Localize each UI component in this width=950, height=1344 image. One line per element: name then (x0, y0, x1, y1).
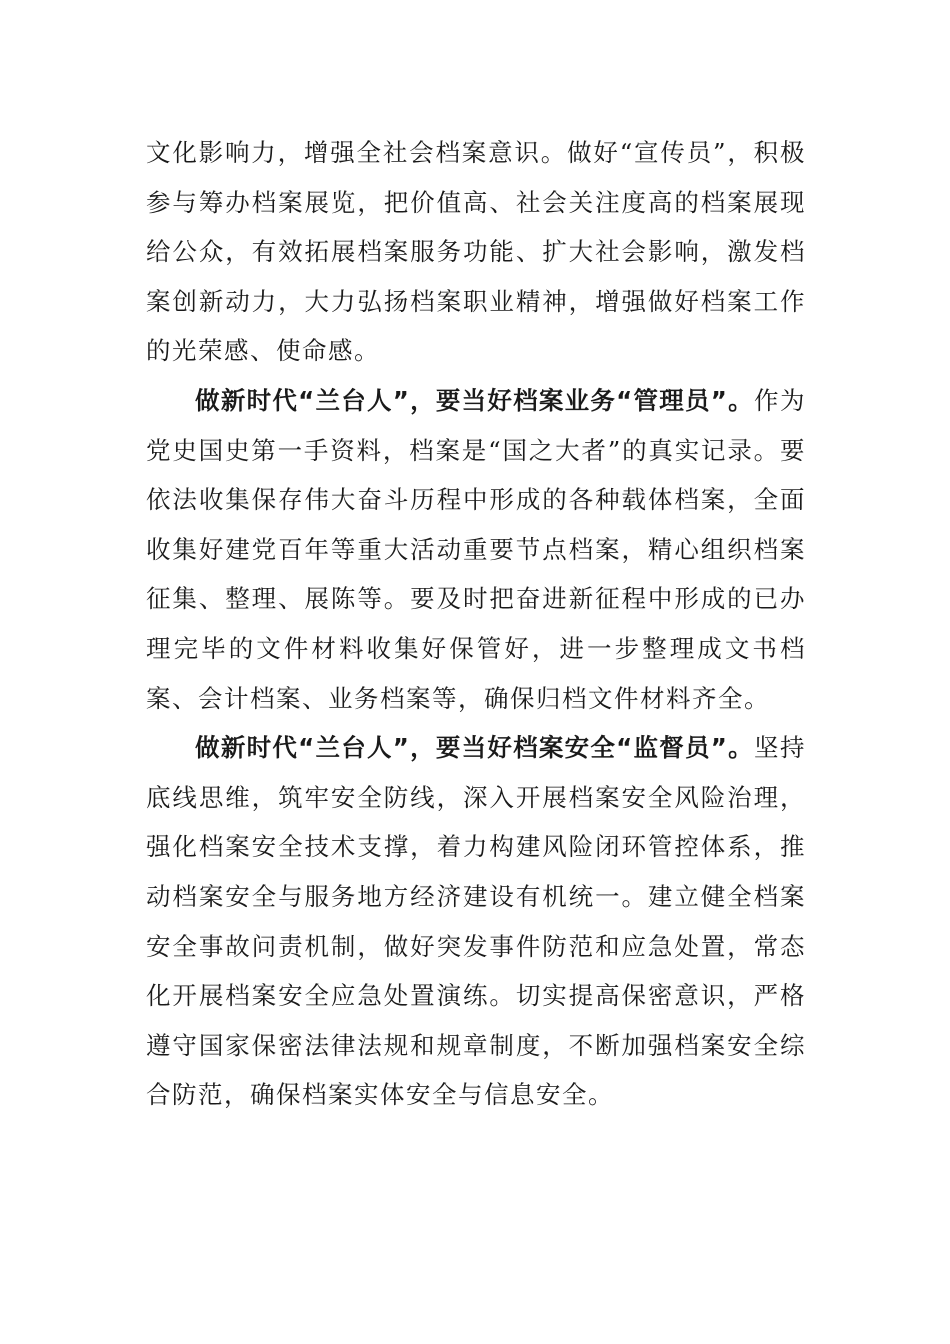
document-body (146, 128, 806, 1120)
paragraph-text: 文化影响力，增强全社会档案意识。做好“宣传员”，积极参与筹办档案展览，把价值高、社会关注度高的档案展现给公众，有效拓展档案服务功能、扩大社会影响，激发档案创新动力，大力弘扬档案职业精神，增强做好档案工作的光荣感、使命感。 (146, 138, 806, 366)
paragraph-heading: 做新时代“兰台人”，要当好档案安全“监督员”。 (195, 733, 754, 763)
paragraph-continuation (146, 128, 806, 376)
paragraph-archive-manager (146, 376, 806, 723)
paragraph-heading: 做新时代“兰台人”，要当好档案业务“管理员”。 (195, 385, 754, 415)
paragraph-text: 作为党史国史第一手资料，档案是“国之大者”的真实记录。要依法收集保存伟大奋斗历程中形成的各种载体档案，全面收集好建党百年等重大活动重要节点档案，精心组织档案征集、整理、展陈等。要及时把奋进新征程中形成的已办理完毕的文件材料收集好保管好，进一步整理成文书档案、会计档案、业务档案等，确保归档文件材料齐全。 (146, 385, 806, 713)
paragraph-text: 坚持底线思维，筑牢安全防线，深入开展档案安全风险治理，强化档案安全技术支撑，着力构建风险闭环管控体系，推动档案安全与服务地方经济建设有机统一。建立健全档案安全事故问责机制，做好突发事件防范和应急处置，常态化开展档案安全应急处置演练。切实提高保密意识，严格遵守国家保密法律法规和规章制度，不断加强档案安全综合防范，确保档案实体安全与信息安全。 (146, 733, 806, 1110)
paragraph-archive-supervisor (146, 723, 806, 1120)
